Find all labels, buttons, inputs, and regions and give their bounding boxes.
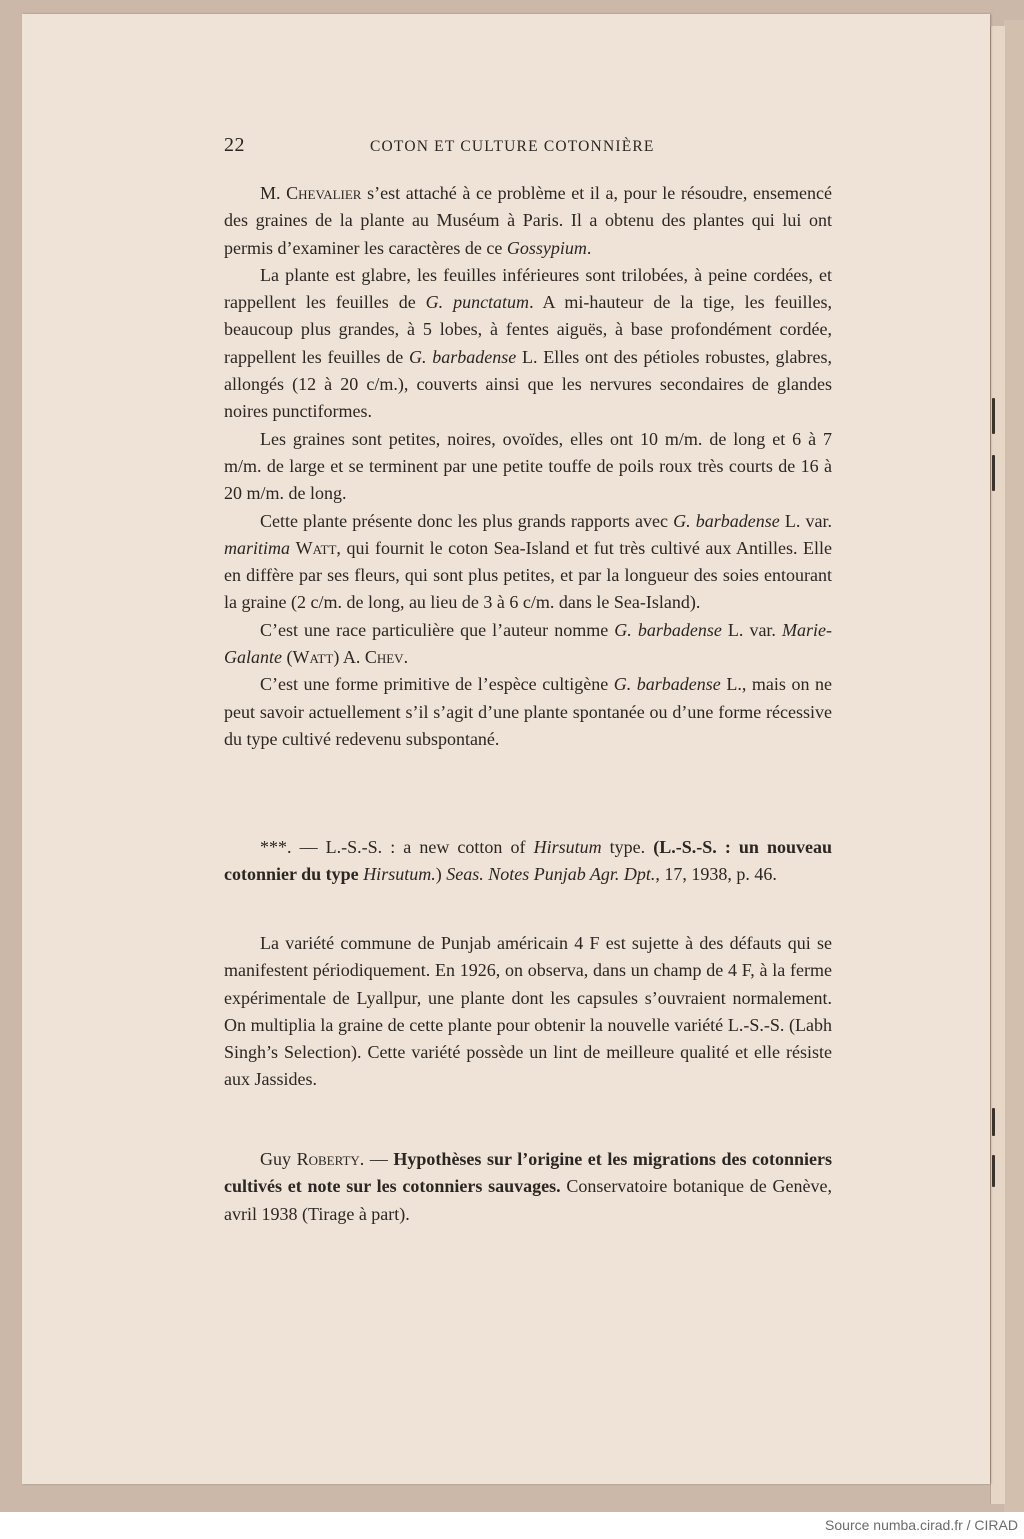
paragraph [224, 180, 832, 262]
species-name: G. barbadense [614, 619, 722, 640]
paragraph [224, 671, 832, 753]
author-name: Roberty [296, 1149, 360, 1169]
text: . [403, 647, 409, 668]
variety-name: maritima [224, 537, 291, 558]
species-name: G. punctatum [425, 292, 530, 313]
scan-edge [1004, 20, 1024, 1512]
text: L., mais on ne peut savoir actuellement s’il s’agit d’une plante spontanée ou d’une forme récessive du type cultivé redevenu subspontané. [224, 674, 832, 749]
page-number: 22 [224, 134, 245, 156]
species-name: G. barbadense [613, 674, 721, 695]
author-name: Watt [295, 537, 337, 558]
text: , 17, 1938, p. 46. [655, 864, 777, 885]
paragraph [224, 262, 832, 426]
author-name: Chev [364, 647, 404, 668]
text: C’est une race particulière que l’auteur nomme [260, 619, 615, 640]
text: L. var. [779, 510, 832, 531]
text: ( [282, 647, 293, 668]
author-name: Watt [292, 647, 334, 668]
text: , qui fournit le coton Sea-Island et fut très cultivé aux Antilles. Elle en diffère par ses fleurs, qui sont plus petites, et par la longueur des soies entourant la graine (2 c/m. de long, au lieu de 3 à 6 c/m. dans le Sea-Island). [224, 537, 832, 613]
work-title: Hypothèses sur l’origine et les migrations des cotonniers cultivés et note sur les cotonniers sauvages. [224, 1149, 832, 1197]
margin-mark [992, 455, 995, 491]
species-name: G. barbadense [673, 510, 780, 531]
citation [224, 1146, 832, 1228]
text: . — L.-S.-S. : a new cotton of [287, 837, 534, 857]
margin-mark [992, 398, 995, 434]
text: L. Elles ont des pétioles robustes, glabres, allongés (12 à 20 c/m.), couverts ainsi que les nervures secondaires de glandes noires punctiformes. [224, 346, 832, 422]
paragraph: Les graines sont petites, noires, ovoïdes, elles ont 10 m/m. de long et 6 à 7 m/m. de large et se terminent par une petite touffe de poils roux très courts de 16 à 20 m/m. de long. [224, 428, 832, 504]
text: Cette plante présente donc les plus grands rapports avec [260, 510, 674, 531]
text: L. var. [721, 619, 782, 640]
text: . — [359, 1149, 394, 1169]
section-lss-body [224, 930, 832, 1094]
variety-name: Marie-Galante [224, 619, 832, 668]
species-name: Hirsutum. [363, 864, 436, 885]
paragraph [224, 508, 832, 617]
section-lss [224, 834, 832, 889]
margin-mark [992, 1108, 995, 1136]
text: type. [601, 837, 654, 857]
margin-mark [992, 1155, 995, 1187]
source-credit: Source numba.cirad.fr / CIRAD [825, 1517, 1018, 1533]
paragraph [224, 617, 832, 672]
text: La plante est glabre, les feuilles inférieures sont trilobées, à peine cordées, et rappellent les feuilles de [224, 264, 832, 313]
next-page-edge [990, 26, 1005, 1504]
text: s’est attaché à ce problème et il a, pour le résoudre, ensemencé des graines de la plante au Muséum à Paris. Il a obtenu des plantes qui lui ont permis d’examiner les caractères de ce [224, 183, 832, 258]
species-name: Hirsutum [533, 837, 602, 857]
text: ) [435, 864, 447, 885]
running-title: COTON ET CULTURE COTONNIÈRE [370, 138, 655, 155]
journal-name: Seas. Notes Punjab Agr. Dpt. [446, 864, 656, 885]
species-name: G. barbadense [408, 346, 517, 367]
section-roberty [224, 1146, 832, 1228]
genus-name: Gossypium [506, 237, 587, 258]
author-first-name: Guy [260, 1149, 297, 1169]
asterisks: *** [260, 837, 287, 857]
author-name: M. Chevalier [260, 183, 362, 203]
text: . [586, 237, 592, 258]
section-chevalier [224, 180, 832, 753]
citation [224, 834, 832, 889]
text: C’est une forme primitive de l’espèce cultigène [260, 674, 614, 695]
text: Conservatoire botanique de Genève, avril 1938 (Tirage à part). [224, 1176, 832, 1224]
text: ) A. [333, 647, 365, 668]
french-title: (L.-S.-S. : un nouveau cotonnier du type [224, 837, 833, 885]
text: . A mi-hauteur de la tige, les feuilles, beaucoup plus grandes, à 5 lobes, à fentes aiguës, à base profondément cordée, rappellent les feuilles de [224, 292, 832, 367]
paragraph: La variété commune de Punjab américain 4 F est sujette à des défauts qui se manifestent périodiquement. En 1926, on observa, dans un champ de 4 F, à la ferme expérimentale de Lyallpur, une plante dont les capsules s’ouvraient normalement. On multiplia la graine de cette plante pour obtenir la nouvelle variété L.-S.-S. (Labh Singh’s Selection). Cette variété possède un lint de meilleure qualité et elle résiste aux Jassides. [224, 933, 832, 1090]
